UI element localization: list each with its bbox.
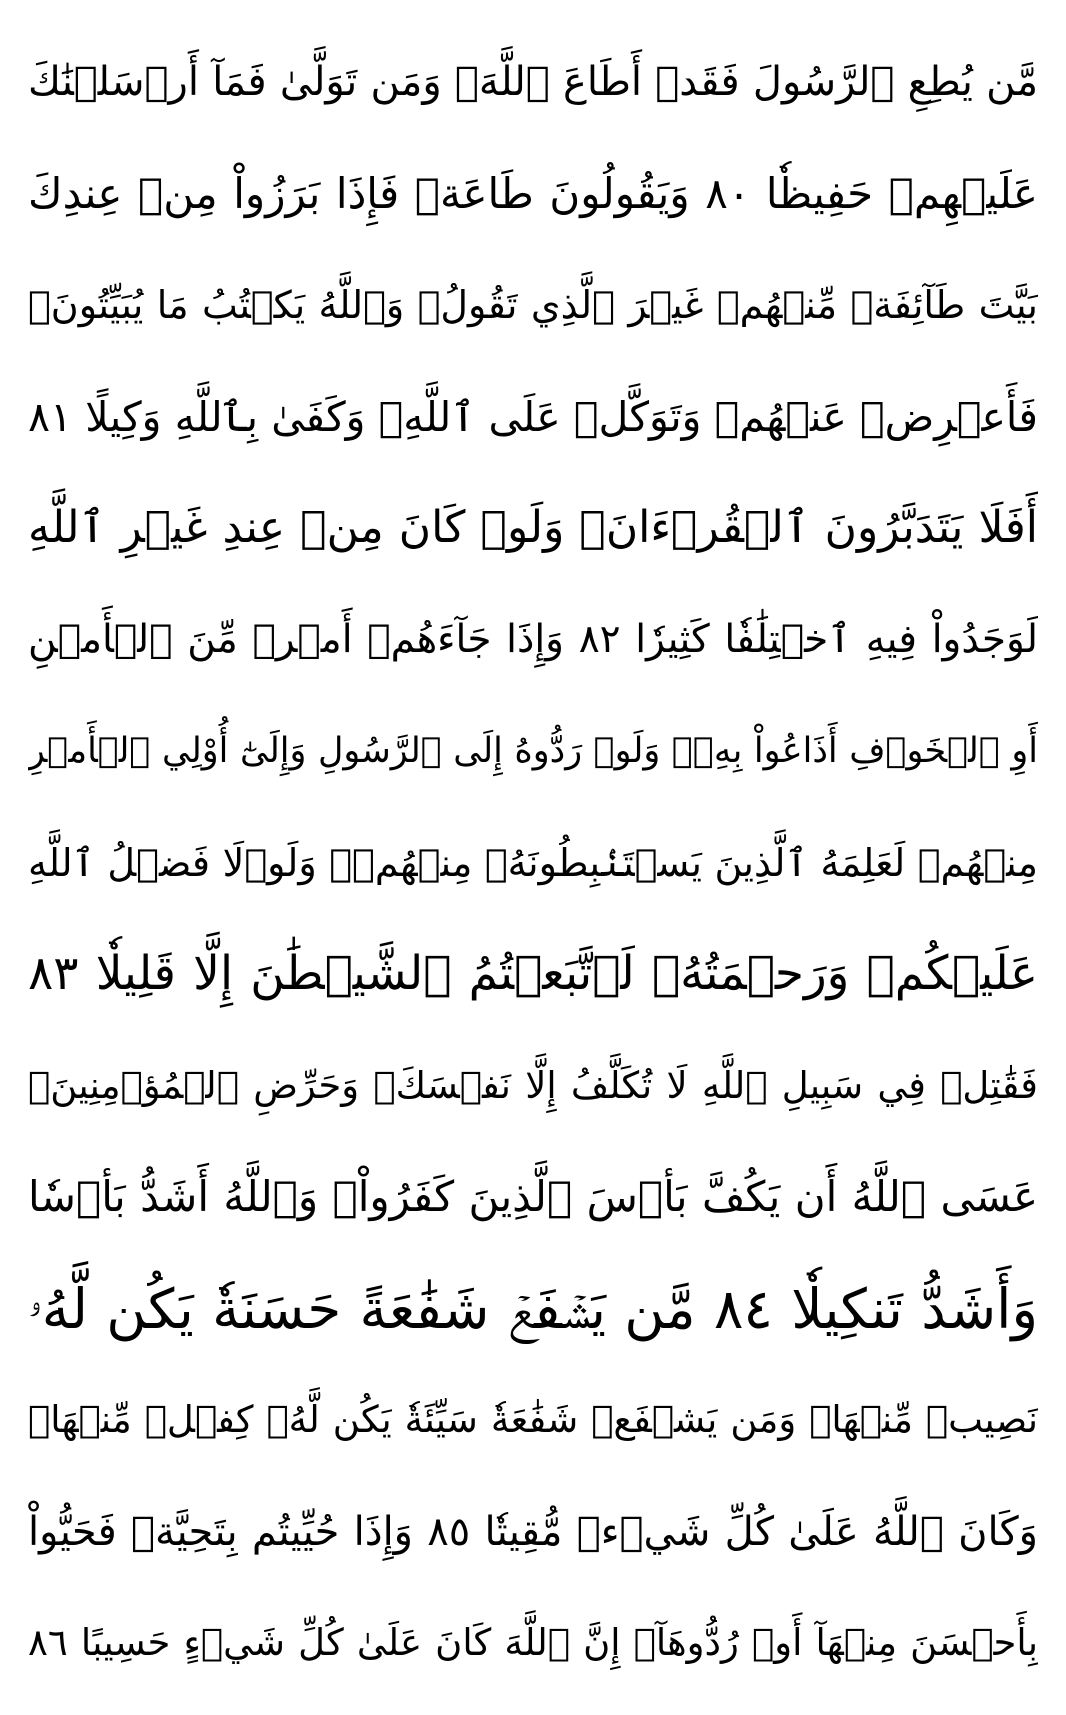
verse-line-3-text: بَيَّتَ طَآئِفَةٞ مِّنۡهُمۡ غَيۡرَ ٱلَّذِي تَقُولُۖ وَٱللَّهُ يَكۡتُبُ مَا يُبَيِّتُونَۖ xyxy=(28,283,1038,327)
verse-line-1-text: مَّن يُطِعِ ٱلرَّسُولَ فَقَدۡ أَطَاعَ ٱللَّهَۖ وَمَن تَوَلَّىٰ فَمَآ أَرۡسَلۡنَٰكَ xyxy=(28,59,1038,105)
verse-line-7 xyxy=(28,699,1038,803)
verse-line-5 xyxy=(28,476,1038,580)
verse-lines xyxy=(28,30,1038,1695)
verse-line-3 xyxy=(28,253,1038,357)
verse-line-14 xyxy=(28,1480,1038,1584)
verse-line-12-text: وَأَشَدُّ تَنكِيلٗا ٨٤ مَّن يَشۡفَعۡ شَفَٰعَةً حَسَنَةٗ يَكُن لَّهُۥ xyxy=(28,1276,1038,1341)
verse-line-6-text: لَوَجَدُواْ فِيهِ ٱخۡتِلَٰفٗا كَثِيرٗا ٨٢ وَإِذَا جَآءَهُمۡ أَمۡرٞ مِّنَ ٱلۡأَمۡنِ xyxy=(28,616,1038,662)
verse-line-1 xyxy=(28,30,1038,134)
verse-line-11-text: عَسَى ٱللَّهُ أَن يَكُفَّ بَأۡسَ ٱلَّذِينَ كَفَرُواْۚ وَٱللَّهُ أَشَدُّ بَأۡسٗا xyxy=(28,1172,1038,1221)
verse-line-15 xyxy=(28,1591,1038,1695)
verse-line-2-text: عَلَيۡهِمۡ حَفِيظٗا ٨٠ وَيَقُولُونَ طَاعَةٞ فَإِذَا بَرَزُواْ مِنۡ عِندِكَ xyxy=(28,168,1038,218)
verse-line-15-text: بِأَحۡسَنَ مِنۡهَآ أَوۡ رُدُّوهَآۗ إِنَّ ٱللَّهَ كَانَ عَلَىٰ كُلِّ شَيۡءٍ حَسِيبًا ٨٦ xyxy=(28,1621,1038,1664)
verse-line-10 xyxy=(28,1034,1038,1138)
verse-line-12 xyxy=(28,1257,1038,1361)
verse-line-4-text: فَأَعۡرِضۡ عَنۡهُمۡ وَتَوَكَّلۡ عَلَى ٱللَّهِۚ وَكَفَىٰ بِٱللَّهِ وَكِيلًا ٨١ xyxy=(28,392,1038,441)
verse-line-9 xyxy=(28,922,1038,1026)
verse-line-9-text: عَلَيۡكُمۡ وَرَحۡمَتُهُۥ لَٱتَّبَعۡتُمُ ٱلشَّيۡطَٰنَ إِلَّا قَلِيلٗا ٨٣ xyxy=(28,946,1038,1001)
verse-line-8 xyxy=(28,811,1038,915)
verse-line-2 xyxy=(28,142,1038,246)
verse-line-7-text: أَوِ ٱلۡخَوۡفِ أَذَاعُواْ بِهِۦۖ وَلَوۡ رَدُّوهُ إِلَى ٱلرَّسُولِ وَإِلَىٰٓ أُوْلِي ٱلۡأَمۡرِ xyxy=(28,731,1038,771)
verse-line-10-text: فَقَٰتِلۡ فِي سَبِيلِ ٱللَّهِ لَا تُكَلَّفُ إِلَّا نَفۡسَكَۚ وَحَرِّضِ ٱلۡمُؤۡمِنِينَۖ xyxy=(28,1063,1038,1107)
verse-line-8-text: مِنۡهُمۡ لَعَلِمَهُ ٱلَّذِينَ يَسۡتَنۢبِطُونَهُۥ مِنۡهُمۡۗ وَلَوۡلَا فَضۡلُ ٱللَّهِ xyxy=(28,840,1038,885)
verse-line-14-text: وَكَانَ ٱللَّهُ عَلَىٰ كُلِّ شَيۡءٖ مُّقِيتٗا ٨٥ وَإِذَا حُيِّيتُم بِتَحِيَّةٖ فَحَيُّواْ xyxy=(28,1508,1038,1555)
verse-line-4 xyxy=(28,365,1038,469)
verse-line-6 xyxy=(28,588,1038,692)
verse-line-13 xyxy=(28,1368,1038,1472)
verse-line-11 xyxy=(28,1145,1038,1249)
verse-line-5-text: أَفَلَا يَتَدَبَّرُونَ ٱلۡقُرۡءَانَۚ وَلَوۡ كَانَ مِنۡ عِندِ غَيۡرِ ٱللَّهِ xyxy=(28,502,1038,553)
verse-line-13-text: نَصِيبٞ مِّنۡهَاۖ وَمَن يَشۡفَعۡ شَفَٰعَةٗ سَيِّئَةٗ يَكُن لَّهُۥ كِفۡلٞ مِّنۡهَاۗ xyxy=(28,1398,1038,1441)
